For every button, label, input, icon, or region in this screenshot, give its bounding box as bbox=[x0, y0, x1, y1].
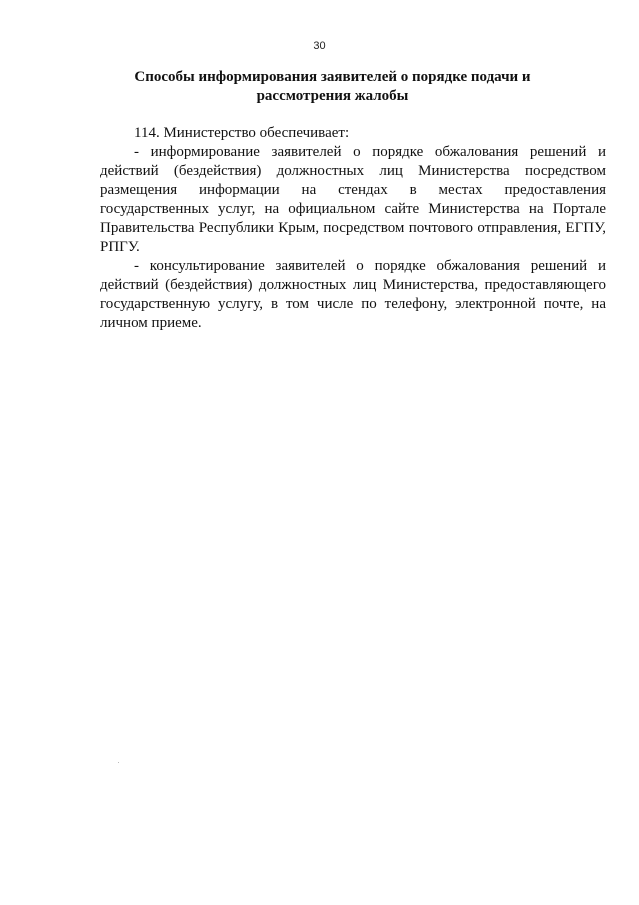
page-number: 30 bbox=[313, 40, 326, 52]
section-heading-line-2: рассмотрения жалобы bbox=[256, 88, 409, 104]
paragraph-informing: - информирование заявителей о порядке обжалования решений и действий (бездействия) должностных лиц Министерства посредством размещения информации на стендах в местах предоставления государственных услуг, на официальном сайте Министерства на Портале Правительства Республики Крым, посредством почтового отправления, ЕГПУ, РПГУ. bbox=[100, 144, 606, 255]
document-body bbox=[100, 124, 606, 333]
paragraph-clause-114: 114. Министерство обеспечивает: bbox=[134, 125, 350, 141]
paragraph-consulting: - консультирование заявителей о порядке обжалования решений и действий (бездействия) должностных лиц Министерства, предоставляющего государственную услугу, в том числе по телефону, электронной почте, на личном приеме. bbox=[100, 258, 606, 331]
section-heading bbox=[130, 68, 535, 106]
scan-speck bbox=[118, 762, 119, 763]
section-heading-line-1: Способы информирования заявителей о порядке подачи и bbox=[134, 69, 531, 85]
